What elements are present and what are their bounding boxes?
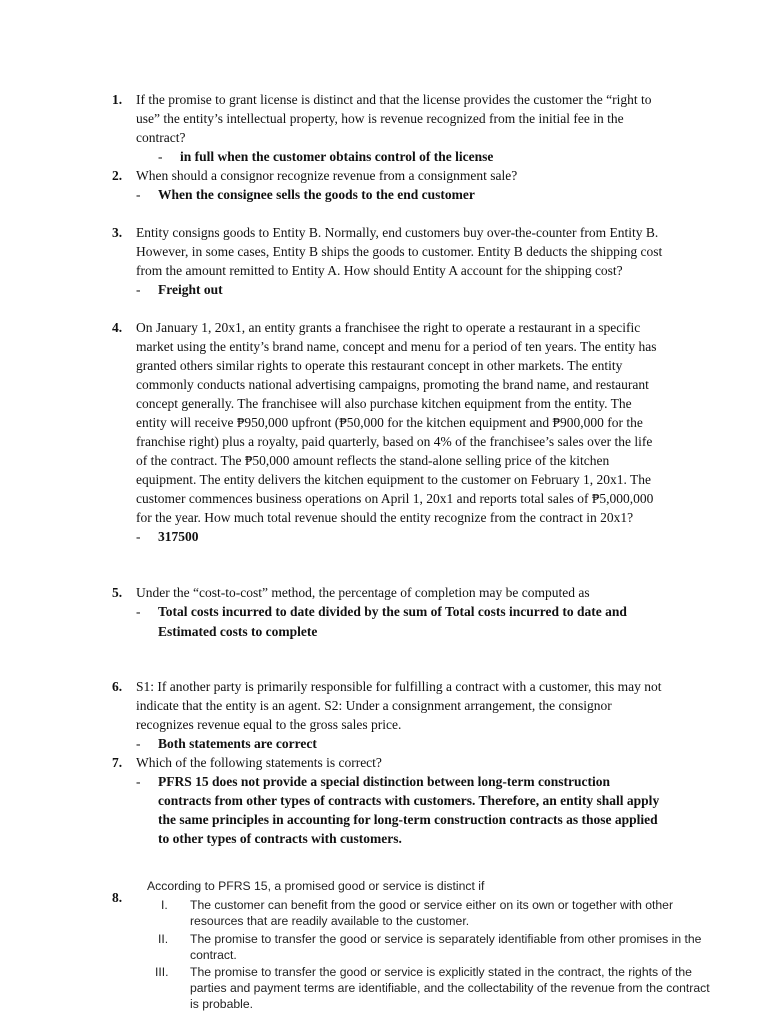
roman-numeral: I. — [161, 898, 168, 912]
statement-line: is probable. — [190, 997, 254, 1011]
answer-dash: - — [136, 282, 141, 297]
answer-dash: - — [136, 604, 141, 619]
question-text-line: use” the entity’s intellectual property, how is revenue recognized from the initial fee in the — [136, 111, 624, 126]
answer-dash: - — [136, 736, 141, 751]
question-text-line: customer commences business operations on April 1, 20x1 and reports total sales of ₱5,000,000 — [136, 491, 654, 506]
question-number: 7. — [112, 755, 123, 770]
question-text-line: On January 1, 20x1, an entity grants a franchisee the right to operate a restaurant in a specific — [136, 320, 641, 335]
question-text-line: contract? — [136, 130, 186, 145]
question-number: 4. — [112, 320, 123, 335]
question-text-line: market using the entity’s brand name, concept and menu for a period of ten years. The entity has — [136, 339, 657, 354]
answer-text: the same principles in accounting for long-term construction contracts as those applied — [158, 812, 658, 827]
question-text-line: Entity consigns goods to Entity B. Normally, end customers buy over-the-counter from Entity B. — [136, 225, 659, 240]
question-number: 6. — [112, 679, 123, 694]
answer-text: Total costs incurred to date divided by the sum of Total costs incurred to date and — [158, 604, 627, 619]
answer-dash: - — [136, 529, 141, 544]
question-text-line: S1: If another party is primarily responsible for fulfilling a contract with a customer, this may not — [136, 679, 662, 694]
statement-line: contract. — [190, 948, 237, 962]
question-text-line: Under the “cost-to-cost” method, the percentage of completion may be computed as — [136, 585, 590, 600]
answer-text: 317500 — [158, 529, 199, 544]
answer-text: Estimated costs to complete — [158, 624, 318, 639]
statement-line: The promise to transfer the good or service is explicitly stated in the contract, the rights of the — [190, 965, 692, 979]
answer-text: When the consignee sells the goods to the end customer — [158, 187, 475, 202]
answer-text: PFRS 15 does not provide a special distinction between long-term construction — [158, 774, 610, 789]
answer-text: contracts from other types of contracts with customers. Therefore, an entity shall apply — [158, 793, 660, 808]
question-text-line: According to PFRS 15, a promised good or service is distinct if — [147, 879, 485, 893]
question-text-line: Which of the following statements is correct? — [136, 755, 382, 770]
statement-line: The promise to transfer the good or service is separately identifiable from other promises in the — [190, 932, 702, 946]
question-text-line: for the year. How much total revenue should the entity recognize from the contract in 20x1? — [136, 510, 634, 525]
question-number: 3. — [112, 225, 123, 240]
answer-text: Both statements are correct — [158, 736, 317, 751]
question-number: 2. — [112, 168, 123, 183]
question-text-line: equipment. The entity delivers the kitchen equipment to the customer on February 1, 20x1. The — [136, 472, 652, 487]
question-number: 5. — [112, 585, 123, 600]
question-text-line: indicate that the entity is an agent. S2: Under a consignment arrangement, the consignor — [136, 698, 612, 713]
statement-line: resources that are readily available to the customer. — [190, 914, 470, 928]
question-text-line: from the amount remitted to Entity A. How should Entity A account for the shipping cost? — [136, 263, 623, 278]
roman-numeral: III. — [155, 965, 169, 979]
question-number: 1. — [112, 92, 123, 107]
answer-text: in full when the customer obtains control of the license — [180, 149, 494, 164]
answer-dash: - — [158, 149, 163, 164]
roman-numeral: II. — [158, 932, 169, 946]
question-text-line: franchise right) plus a royalty, paid quarterly, based on 4% of the franchisee’s sales over the life — [136, 434, 653, 449]
question-text-line: concept generally. The franchisee will also purchase kitchen equipment from the entity. The — [136, 396, 632, 411]
question-text-line: granted others similar rights to operate this restaurant concept in other markets. The entity — [136, 358, 623, 373]
question-text-line: recognizes revenue equal to the gross sales price. — [136, 717, 402, 732]
question-text-line: of the contract. The ₱50,000 amount reflects the stand-alone selling price of the kitchen — [136, 453, 610, 468]
question-number: 8. — [112, 890, 123, 905]
statement-line: parties and payment terms are identifiable, and the collectability of the revenue from the contract — [190, 981, 710, 995]
question-text-line: If the promise to grant license is distinct and that the license provides the customer the “right to — [136, 92, 652, 107]
answer-text: Freight out — [158, 282, 223, 297]
answer-text: to other types of contracts with customers. — [158, 831, 402, 846]
answer-dash: - — [136, 187, 141, 202]
statement-line: The customer can benefit from the good or service either on its own or together with other — [190, 898, 674, 912]
question-text-line: However, in some cases, Entity B ships the goods to customer. Entity B deducts the shipping cost — [136, 244, 663, 259]
question-text-line: When should a consignor recognize revenue from a consignment sale? — [136, 168, 518, 183]
answer-dash: - — [136, 774, 141, 789]
question-text-line: entity will receive ₱950,000 upfront (₱50,000 for the kitchen equipment and ₱900,000 for the — [136, 415, 643, 430]
question-text-line: commonly conducts national advertising campaigns, promoting the brand name, and restaurant — [136, 377, 649, 392]
